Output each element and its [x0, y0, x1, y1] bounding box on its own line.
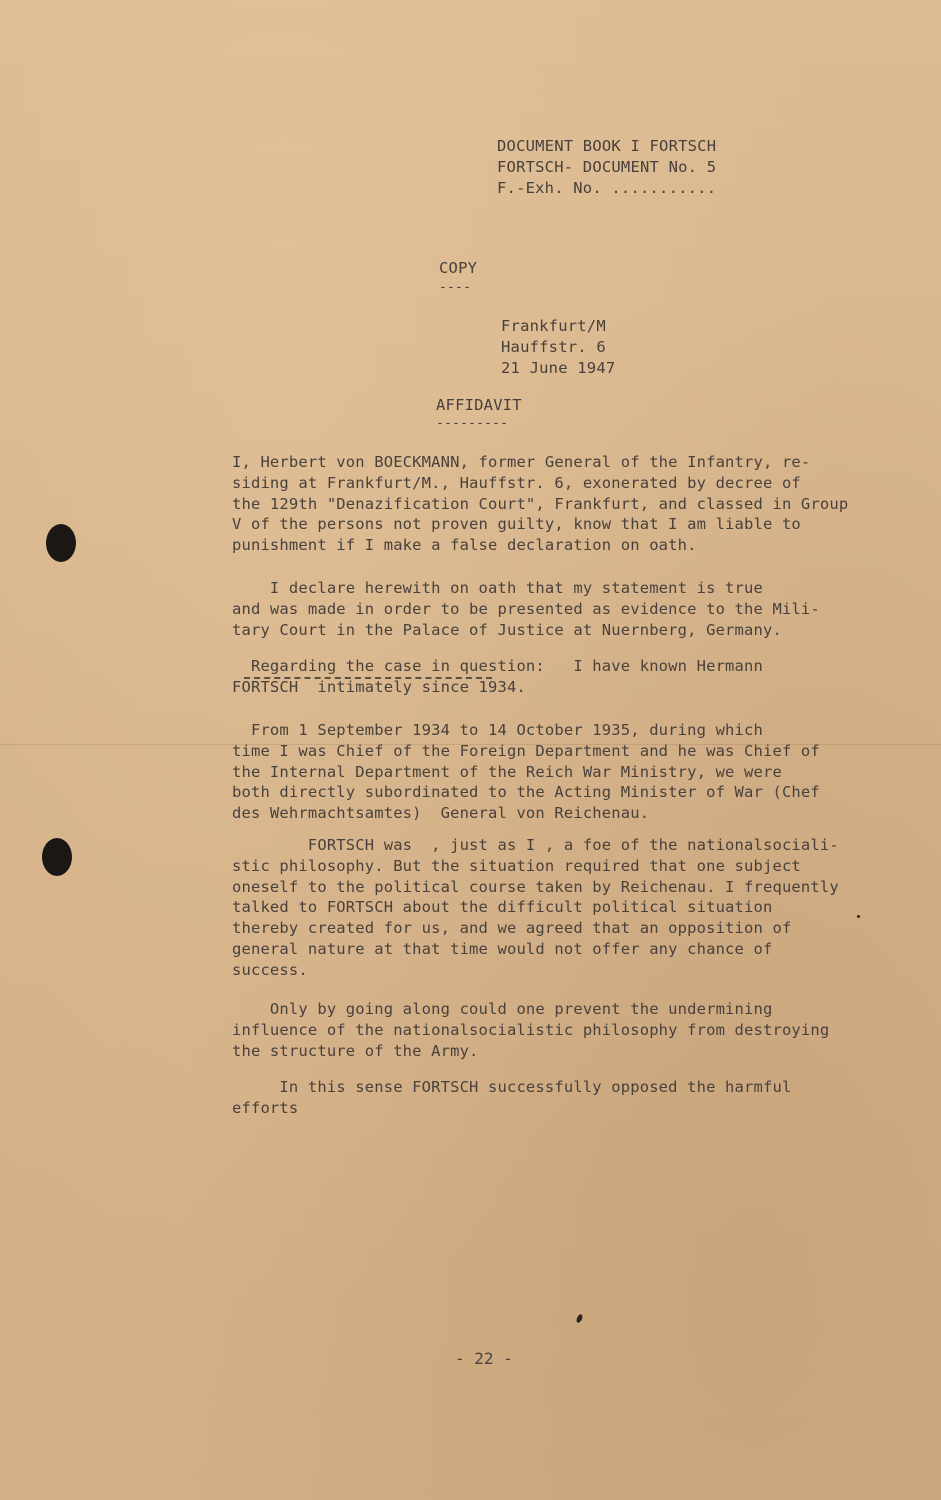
paragraph-declarant: I, Herbert von BOECKMANN, former General of the Infantry, re- siding at Frankfurt/M., Hauffstr. 6, exonerated by decree of the 129th "Denazification Court", Frankfurt, and classed in Group V of the persons not proven guilty, know that I am liable to punishment if I make a false declaration on oath. — [232, 453, 849, 555]
ink-speck — [857, 915, 860, 918]
page-number: - 22 - — [455, 1349, 513, 1368]
copy-label: COPY — [439, 259, 478, 277]
paragraph-service-period: From 1 September 1934 to 14 October 1935, during which time I was Chief of the Foreign Department and he was Chief of the Internal Department of the Reich War Ministry, we were both directly subordinated to the Acting Minister of War (Chef des Wehrmachtsamtes) General von Reichenau. — [232, 721, 820, 823]
punch-hole-top — [46, 524, 76, 562]
regarding-underline — [244, 677, 492, 679]
address-city: Frankfurt/M — [501, 317, 606, 335]
address-date: 21 June 1947 — [501, 359, 616, 377]
address-street: Hauffstr. 6 — [501, 338, 606, 356]
paragraph-opposition: In this sense FORTSCH successfully opposed the harmful efforts — [232, 1078, 792, 1117]
document-title: AFFIDAVIT — [436, 396, 522, 414]
header-line-1: DOCUMENT BOOK I FORTSCH — [497, 137, 717, 155]
ink-speck — [575, 1313, 583, 1323]
title-underline: --------- — [436, 416, 509, 431]
punch-hole-bottom — [42, 838, 72, 876]
paragraph-going-along: Only by going along could one prevent the undermining influence of the nationalsocialistic philosophy from destroying the structure of the Army. — [232, 1000, 830, 1060]
paragraph-regarding: Regarding the case in question: I have known Hermann FORTSCH intimately since 1934. — [232, 657, 763, 696]
address-block — [501, 316, 615, 379]
header-line-3: F.-Exh. No. ........... — [497, 179, 717, 197]
document-header — [497, 136, 716, 199]
paragraph-oath: I declare herewith on oath that my statement is true and was made in order to be presented as evidence to the Mili- tary Court in the Palace of Justice at Nuernberg, Germany. — [232, 579, 820, 639]
header-line-2: FORTSCH- DOCUMENT No. 5 — [497, 158, 717, 176]
paragraph-political-situation: FORTSCH was , just as I , a foe of the nationalsociali- stic philosophy. But the situation required that one subject oneself to the political course taken by Reichenau. I frequently talked to FORTSCH about the difficult political situation thereby created for us, and we agreed that an opposition of general nature at that time would not offer any chance of success. — [232, 836, 839, 979]
copy-underline: ---- — [439, 280, 472, 295]
